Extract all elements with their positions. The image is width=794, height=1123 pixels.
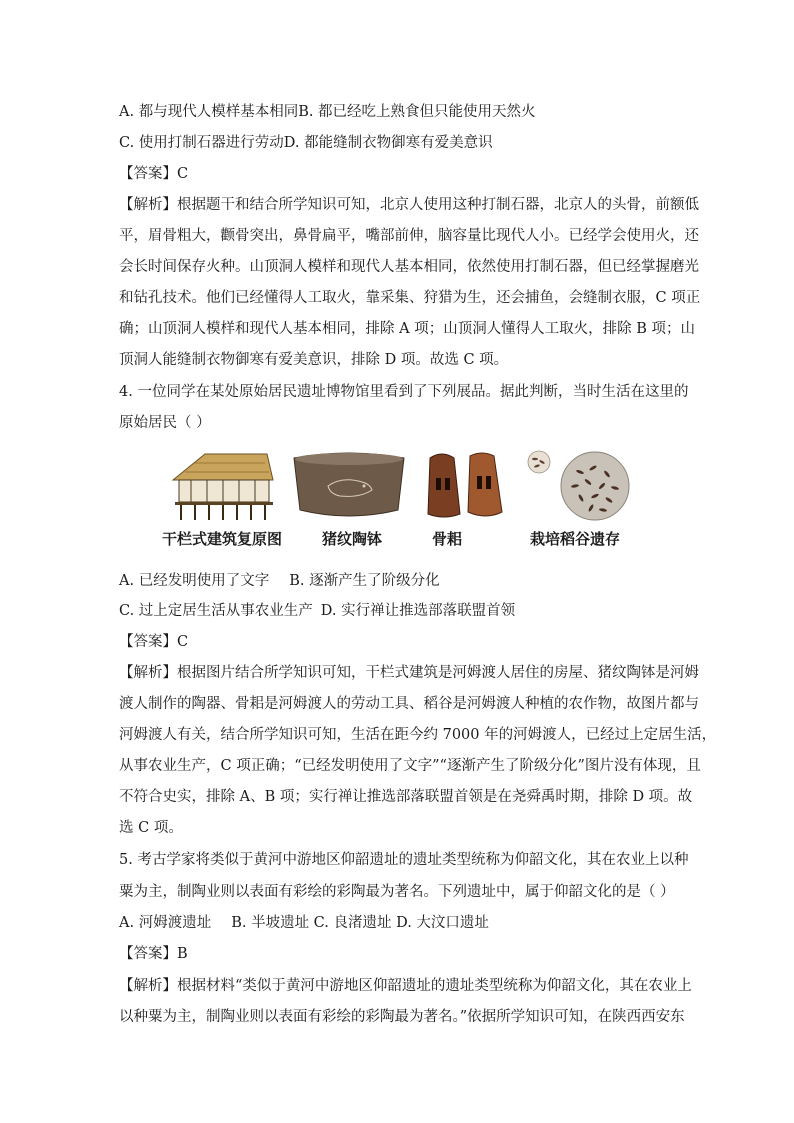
q5-explanation-1: 【解析】根据材料“类似于黄河中游地区仰韶遗址的遗址类型统称为仰韶文化，其在农业上 (119, 978, 692, 994)
q5-answer: 【答案】B (119, 946, 188, 962)
q5-explanation-2: 以种粟为主，制陶业则以表面有彩绘的彩陶最为著名。”依据所学知识可知，在陕西西安东 (119, 1009, 685, 1025)
q4-explanation-5: 不符合史实，排除 A、B 项；实行禅让推选部落联盟首领是在尧舜禹时期，排除 D 项。故 (119, 789, 693, 805)
q3-options-cd: C. 使用打制石器进行劳动D. 都能缝制衣物御寒有爱美意识 (119, 135, 493, 151)
q4-options-ab: A. 已经发明使用了文字 B. 逐渐产生了阶级分化 (119, 573, 440, 589)
q3-explanation-3: 会长时间保存火种。山顶洞人模样和现代人基本相同，依然使用打制石器，但已经掌握磨光 (119, 259, 699, 275)
q4-explanation-1: 【解析】根据图片结合所学知识可知，干栏式建筑是河姆渡人居住的房屋、猪纹陶钵是河姆 (119, 665, 699, 681)
q4-explanation-4: 从事农业生产，C 项正确；“已经发明使用了文字”“逐渐产生了阶级分化”图片没有体现，且 (119, 758, 701, 774)
caption-pig-bowl: 猪纹陶钵 (322, 530, 383, 548)
q4-options-cd: C. 过上定居生活从事农业生产 D. 实行禅让推选部落联盟首领 (119, 603, 516, 619)
pig-pattern-bowl-image (290, 450, 408, 522)
caption-rice-remains: 栽培稻谷遗存 (530, 530, 621, 548)
q4-exhibit-figure (160, 450, 640, 560)
caption-stilt-house: 干栏式建筑复原图 (162, 530, 283, 548)
q4-explanation-2: 渡人制作的陶器、骨耜是河姆渡人的劳动工具、稻谷是河姆渡人种植的农作物，故图片都与 (119, 696, 699, 712)
q4-answer: 【答案】C (119, 634, 189, 650)
rice-grain-image (525, 450, 637, 522)
q3-explanation-5: 确；山顶洞人模样和现代人基本相同，排除 A 项；山顶洞人懂得人工取火，排除 B 项；山 (119, 321, 696, 337)
q3-answer: 【答案】C (119, 166, 189, 182)
q4-stem-1: 4. 一位同学在某处原始居民遗址博物馆里看到了下列展品。据此判断，当时生活在这里的 (119, 384, 689, 400)
q5-stem-1: 5. 考古学家将类似于黄河中游地区仰韶遗址的遗址类型统称为仰韶文化，其在农业上以种 (119, 852, 689, 868)
bone-spade-image (422, 450, 508, 522)
q3-explanation-2: 平，眉骨粗大，颧骨突出，鼻骨扁平，嘴部前伸，脑容量比现代人小。已经学会使用火，还 (119, 228, 699, 244)
q3-explanation-4: 和钻孔技术。他们已经懂得人工取火，靠采集、狩猎为生，还会捕鱼，会缝制衣服，C 项正 (119, 290, 701, 306)
q5-stem-2: 粟为主，制陶业则以表面有彩绘的彩陶最为著名。下列遗址中，属于仰韶文化的是（ ） (119, 884, 675, 900)
q4-explanation-6: 选 C 项。 (119, 820, 183, 836)
q4-stem-2: 原始居民（ ） (119, 415, 211, 431)
q5-options: A. 河姆渡遗址 B. 半坡遗址 C. 良渚遗址 D. 大汶口遗址 (119, 915, 489, 931)
q4-explanation-3: 河姆渡人有关，结合所学知识可知，生活在距今约 7000 年的河姆渡人，已经过上定居生活， (119, 727, 717, 743)
q3-options-ab: A. 都与现代人模样基本相同B. 都已经吃上熟食但只能使用天然火 (119, 104, 536, 120)
caption-bone-spade: 骨耜 (432, 530, 463, 548)
q3-explanation-1: 【解析】根据题干和结合所学知识可知，北京人使用这种打制石器，北京人的头骨，前额低 (119, 197, 699, 213)
stilt-house-image (165, 450, 275, 522)
q3-explanation-6: 顶洞人能缝制衣物御寒有爱美意识，排除 D 项。故选 C 项。 (119, 352, 509, 368)
